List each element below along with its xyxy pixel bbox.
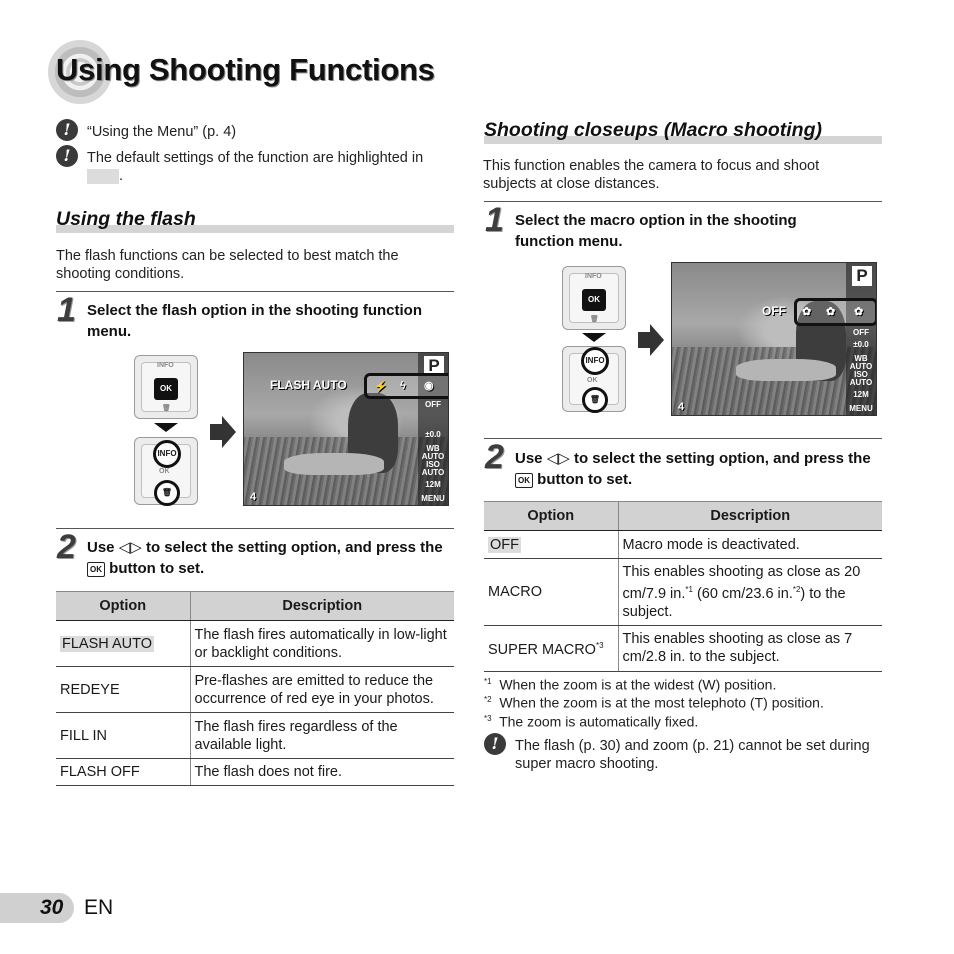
divider [484, 201, 882, 202]
flash-step1-text: Select the flash option in the shooting function menu. [87, 302, 422, 340]
table-row: SUPER MACRO$^{*3}$ This enables shooting as close as 7 cm/2.8 in. to the subject. [484, 625, 882, 671]
trash-icon: 🗑 [162, 405, 171, 412]
table-row: REDEYE Pre-flashes are emitted to reduce the occurrence of red eye in your photos. [56, 667, 454, 713]
macro-step1-text: Select the macro option in the shooting function menu. [515, 212, 797, 250]
language-label: EN [84, 896, 114, 919]
trash-icon: 🗑 [590, 316, 599, 323]
mode-indicator: P [852, 266, 872, 286]
camera-screen: P FLASH AUTO ⚡ ϟ ◉ OFF ±0.0 WB AUTO ISO AUTO 12M MENU 4 [243, 352, 449, 506]
info-button: INFO [581, 347, 609, 375]
note-text-1: “Using the Menu” (p. 4) [87, 124, 237, 140]
control-dial: INFO OK 🗑 [134, 355, 198, 419]
divider [56, 291, 454, 292]
down-arrow-icon [154, 423, 178, 432]
macro-step2-text: Use ◁▷ to select the setting option, and press the OK button to set. [515, 450, 871, 488]
camera-screen: P OFF ✿ ✿ ✿ OFF ±0.0 WB AUTO ISO AUTO 12M MENU 4 [671, 262, 877, 416]
card-count: 4 [250, 491, 257, 503]
table-header: Option [56, 592, 190, 621]
macro-options-table [484, 501, 882, 672]
flash-icon: ϟ [400, 380, 406, 392]
divider [484, 438, 882, 439]
card-count: 4 [678, 401, 685, 413]
table-header: Description [190, 592, 454, 621]
page-title: Using Shooting Functions [56, 52, 435, 87]
ok-key-icon: OK [515, 473, 533, 488]
left-right-arrows-icon: ◁▷ [118, 539, 142, 556]
divider [56, 528, 454, 529]
ok-key-icon: OK [87, 562, 105, 577]
highlight-swatch [87, 169, 119, 184]
trash-button-icon: 🗑 [582, 387, 608, 413]
page-number: 30 [40, 896, 64, 919]
footnote: $^{*1}$ When the zoom is at the widest (W) position. [484, 676, 777, 693]
control-dial: INFO OK 🗑 [562, 266, 626, 330]
flash-options-table [56, 591, 454, 786]
down-arrow-icon [582, 333, 606, 342]
ok-button: OK [154, 378, 178, 400]
right-arrow-icon [638, 324, 664, 356]
table-row: FLASH OFF The flash does not fire. [56, 759, 454, 786]
redeye-icon: ◉ [424, 380, 434, 392]
step-number: 2 [57, 528, 76, 566]
ok-button: OK [582, 289, 606, 311]
macro-icon: ✿ [802, 306, 812, 318]
step-number: 1 [485, 201, 504, 239]
table-header: Option [484, 502, 618, 531]
note-icon: ! [56, 145, 78, 167]
table-row: OFF Macro mode is deactivated. [484, 531, 882, 559]
macro-off-icon: ✿ [826, 306, 836, 318]
mode-indicator: P [424, 356, 444, 376]
control-dial: INFO OK 🗑 [134, 437, 198, 505]
table-header: Description [618, 502, 882, 531]
macro-heading: Shooting closeups (Macro shooting) [484, 119, 822, 141]
info-button: INFO [153, 440, 181, 468]
note-text-2: The default settings of the function are highlighted in . [87, 150, 424, 184]
caution-icon: ! [484, 733, 506, 755]
control-dial: INFO OK 🗑 [562, 346, 626, 412]
table-row: FLASH AUTO The flash fires automatically in low-light or backlight conditions. [56, 621, 454, 667]
flash-step2-text: Use ◁▷ to select the setting option, and press the OK button to set. [87, 539, 443, 577]
super-macro-icon: ✿ [854, 306, 864, 318]
step-number: 2 [485, 438, 504, 476]
flash-heading: Using the flash [56, 208, 196, 230]
macro-caution: The flash (p. 30) and zoom (p. 21) cannot be set during super macro shooting. [515, 738, 870, 772]
screen-option-label: FLASH AUTO [270, 378, 347, 392]
table-row: FILL IN The flash fires regardless of the available light. [56, 713, 454, 759]
footnote: $^{*2}$ When the zoom is at the most telephoto (T) position. [484, 694, 824, 711]
step-number: 1 [57, 291, 76, 329]
right-arrow-icon [210, 416, 236, 448]
left-right-arrows-icon: ◁▷ [546, 450, 570, 467]
flash-auto-icon: ⚡ [374, 381, 388, 393]
note-icon: ! [56, 119, 78, 141]
footnote: $^{*3}$ The zoom is automatically fixed. [484, 713, 699, 730]
flash-intro: The flash functions can be selected to best match the shooting conditions. [56, 248, 399, 282]
table-row: MACRO This enables shooting as close as 20 cm/7.9 in.$^{*1}$ (60 cm/23.6 in.$^{*2}$) to the subject. [484, 559, 882, 626]
screen-option-label: OFF [762, 304, 786, 318]
trash-button-icon: 🗑 [154, 480, 180, 506]
macro-intro: This function enables the camera to focus and shoot subjects at close distances. [483, 158, 820, 192]
